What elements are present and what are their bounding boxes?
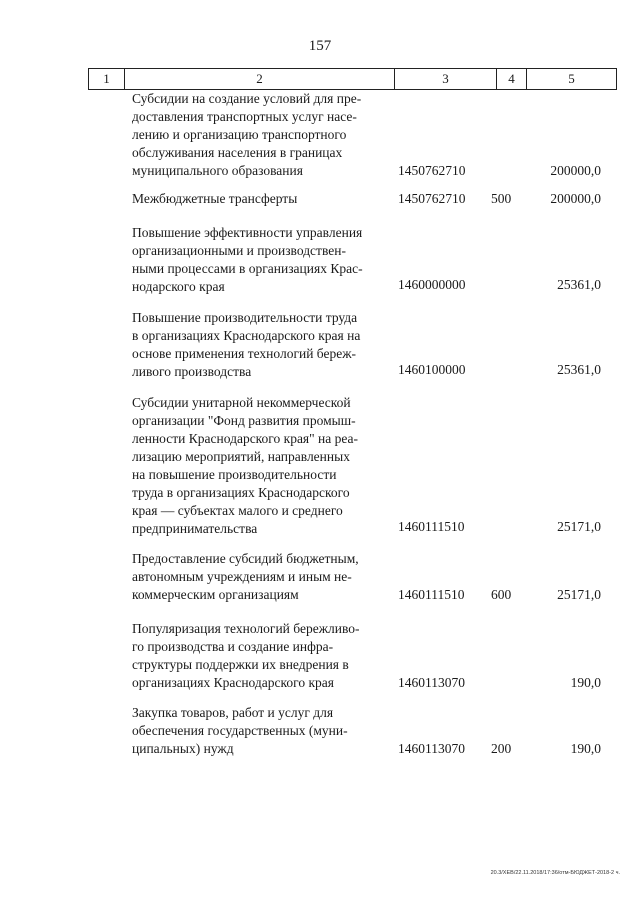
row-name-line: края — субъектах малого и среднего xyxy=(132,503,343,518)
row-name-line: ными процессами в организациях Крас- xyxy=(132,261,363,276)
row-amount: 200000,0 xyxy=(550,191,601,206)
row-name xyxy=(132,309,388,381)
row-expense-type: 200 xyxy=(491,741,512,756)
row-name-line: Субсидии на создание условий для пре- xyxy=(132,91,362,106)
row-name-line: автономным учреждениям и иным не- xyxy=(132,569,352,584)
row-name xyxy=(132,224,388,296)
row-name-line: ливого производства xyxy=(132,364,252,379)
row-expense-type: 500 xyxy=(491,191,512,206)
row-amount: 190,0 xyxy=(570,741,601,756)
row-name xyxy=(132,394,388,538)
row-name-line: Субсидии унитарной некоммерческой xyxy=(132,395,351,410)
row-name xyxy=(132,550,388,604)
table-body xyxy=(0,90,640,190)
header-col-2: 2 xyxy=(124,69,394,89)
row-name-line: на повышение производительности xyxy=(132,467,337,482)
document-footer-stamp: 20.3/ХЕВ/22.11.2018/17:36/отм-БЮДЖЕТ-2018-2 ч. xyxy=(490,870,620,876)
row-code: 1460000000 xyxy=(398,277,466,292)
row-amount: 25361,0 xyxy=(557,277,601,292)
row-name xyxy=(132,90,388,180)
row-amount: 25171,0 xyxy=(557,587,601,602)
row-name xyxy=(132,620,388,692)
page-number: 157 xyxy=(308,38,332,54)
row-name-line: Межбюджетные трансферты xyxy=(132,191,298,206)
row-name-line: обеспечения государственных (муни- xyxy=(132,723,348,738)
header-col-5: 5 xyxy=(526,69,617,89)
row-name-line: нодарского края xyxy=(132,279,225,294)
row-name-line: доставления транспортных услуг насе- xyxy=(132,109,357,124)
row-name-line: организационными и производствен- xyxy=(132,243,346,258)
row-code: 1460111510 xyxy=(398,519,465,534)
row-name-line: Повышение эффективности управления xyxy=(132,225,363,240)
row-name xyxy=(132,190,388,208)
row-name xyxy=(132,704,388,758)
row-name-line: ленности Краснодарского края" на реа- xyxy=(132,431,359,446)
row-name-line: лению и организацию транспортного xyxy=(132,127,347,142)
row-expense-type: 600 xyxy=(491,587,512,602)
header-col-4: 4 xyxy=(496,69,526,89)
row-name-line: Закупка товаров, работ и услуг для xyxy=(132,705,334,720)
header-col-1: 1 xyxy=(88,69,124,89)
row-name-line: организациях Краснодарского края xyxy=(132,675,334,690)
row-name-line: обслуживания населения в границах xyxy=(132,145,343,160)
row-name-line: коммерческим организациям xyxy=(132,587,299,602)
row-name-line: лизацию мероприятий, направленных xyxy=(132,449,350,464)
row-name-line: основе применения технологий береж- xyxy=(132,346,357,361)
row-name-line: Предоставление субсидий бюджетным, xyxy=(132,551,359,566)
row-amount: 25171,0 xyxy=(557,519,601,534)
row-code: 1460111510 xyxy=(398,587,465,602)
row-name-line: Повышение производительности труда xyxy=(132,310,358,325)
row-amount: 190,0 xyxy=(570,675,601,690)
row-code: 1460113070 xyxy=(398,741,465,756)
row-name-line: го производства и создание инфра- xyxy=(132,639,334,654)
row-code: 1460100000 xyxy=(398,362,466,377)
row-code: 1450762710 xyxy=(398,191,466,206)
row-name-line: труда в организациях Краснодарского xyxy=(132,485,350,500)
row-amount: 25361,0 xyxy=(557,362,601,377)
row-name-line: структуры поддержки их внедрения в xyxy=(132,657,349,672)
table-header xyxy=(88,68,617,90)
header-col-3: 3 xyxy=(394,69,496,89)
row-name-line: предпринимательства xyxy=(132,521,258,536)
row-name-line: Популяризация технологий бережливо- xyxy=(132,621,360,636)
row-code: 1450762710 xyxy=(398,163,466,178)
table-row xyxy=(0,90,640,190)
row-code: 1460113070 xyxy=(398,675,465,690)
row-amount: 200000,0 xyxy=(550,163,601,178)
row-name-line: ципальных) нужд xyxy=(132,741,234,756)
row-name-line: муниципального образования xyxy=(132,163,303,178)
row-name-line: в организациях Краснодарского края на xyxy=(132,328,361,343)
row-name-line: организации "Фонд развития промыш- xyxy=(132,413,356,428)
